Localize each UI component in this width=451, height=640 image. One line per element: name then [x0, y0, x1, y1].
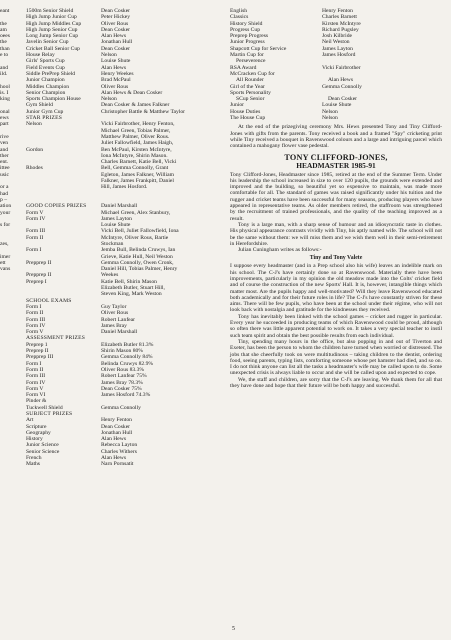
margin-fragment: ews: [0, 115, 9, 122]
subject-name: Art: [26, 417, 34, 424]
award-winner: Josh Kilbride: [322, 33, 352, 40]
event-name: Javelin Senior Cup: [26, 39, 69, 46]
event-name: High Jump Senior Cup: [26, 26, 78, 33]
award-name: Progress Cup: [230, 26, 260, 33]
award-winner: Dean Cosker: [328, 96, 358, 103]
good-copies-winners: Stockman: [101, 240, 124, 247]
event-name: 1500m Senior Shield: [26, 8, 74, 14]
margin-fragment: eant: [0, 8, 10, 14]
margin-fragment: usic: [0, 171, 10, 178]
assessment-winner: Gemma Connolly: [101, 404, 141, 411]
margin-fragment: had: [0, 190, 9, 197]
subject-prizes-heading: SUBJECT PRIZES: [26, 411, 73, 417]
margin-fragment: your: [0, 209, 11, 216]
exam-form: Form V: [26, 329, 44, 336]
event-winner: Oliver Rous: [101, 20, 129, 27]
margin-fragment: zes,: [0, 240, 9, 247]
margin-fragment: ther: [0, 152, 9, 159]
award-winner: Richard Pugsley: [322, 26, 359, 33]
award-name: House Duties: [230, 108, 261, 115]
star-prize-winners: Egleton, James Falkner, William: [101, 171, 174, 178]
event-name: Long Jump Senior Cup: [26, 33, 79, 40]
exam-winner: Guy Taylor: [101, 303, 127, 310]
good-copies-winners: Vicki Bell, Juliet Fallowfield, Iona: [101, 228, 179, 235]
assessment-form: Form III: [26, 373, 46, 380]
good-copies-form: Prepprep II: [26, 259, 52, 266]
event-winner: Dean Cosker: [101, 45, 131, 52]
margin-fragment: part: [0, 121, 9, 128]
subject-name: French: [26, 455, 42, 462]
event-winner: Alan Hews & Dean Cosker: [101, 89, 163, 96]
article-paragraph-1: Tony Clifford-Jones, Headmaster since 1985, retired at the end of the Summer Term. Under his leadership the school increased in size to over 120 pupils, the grounds were extended and improved and the building, so beautiful yet so expensive to maintain, was made more comfortable for all. The standard of games was raised significantly under his tuition and the rugger and cricket teams have been successful for many seasons, producing players who have appeared in representative teams. As older members retired, the staffroom was strengthened by the recruitment of trained professionals, and the quality of the teaching improved as a result.: [230, 171, 442, 222]
star-prize-winners: Hill, James Hosford.: [101, 184, 148, 191]
margin-fragment: and: [0, 146, 9, 153]
margin-fragment: s for: [0, 222, 11, 229]
good-copies-winners: Daniel Hill, Tobias Palmer, Henry: [101, 266, 178, 273]
star-prizes-heading: STAR PRIZES: [26, 115, 63, 122]
exam-winner: Daniel Marshall: [101, 329, 138, 336]
event-name: Siddle PrePrep Shield: [26, 70, 76, 77]
event-name: Sports Champion House: [26, 96, 81, 103]
event-name: House Relay: [26, 52, 55, 59]
article-subtitle: Tiny and Tony Valete: [309, 255, 363, 262]
event-winner: Brad McPaul: [101, 77, 131, 84]
assessment-winner: Oliver Rous 83.3%: [101, 366, 145, 373]
award-winner: Kirsten McIntyre: [322, 20, 361, 27]
assessment-form: Preprep 1: [26, 341, 48, 348]
award-winner: Neil Weston: [322, 39, 350, 46]
margin-fragment: p –: [0, 196, 7, 203]
good-copies-winners: James Layton: [101, 215, 132, 222]
article-title-years: HEADMASTER 1985-91: [296, 160, 376, 170]
event-name: Gym Shield: [26, 102, 53, 109]
assessment-winner: Elizabeth Butler 81.3%: [101, 341, 154, 348]
award-name: Classics: [230, 14, 249, 21]
star-prize-winners: Juliet Fallowfield, James Haigh,: [101, 140, 174, 147]
award-winner: Nelson: [322, 108, 338, 115]
margin-fragment: king: [0, 96, 10, 103]
margin-fragment: ittee: [0, 165, 10, 172]
event-winner: Dean Cosker: [101, 8, 131, 14]
margin-fragment: imer: [0, 253, 11, 260]
events-column: [26, 8, 96, 468]
award-winner: James Layton: [322, 45, 353, 52]
star-prize-house: Gordon: [26, 146, 44, 153]
assessment-winner: James Hosford 74.3%: [101, 392, 151, 399]
event-name: Girls' Sports Cup: [26, 58, 65, 65]
good-copies-winners: Katie Bell, Shirin Mason: [101, 278, 157, 285]
subject-name: Senior Science: [26, 448, 60, 455]
subject-winner: Henry Fenton: [101, 417, 132, 424]
award-name: SCup Senior: [236, 96, 265, 103]
award-name: Preprep Progress: [230, 33, 269, 40]
award-name: Girl of the Year: [230, 83, 265, 90]
exam-winner: Oliver Rous: [101, 310, 129, 317]
award-name: Junior: [230, 102, 244, 109]
event-winner: Peter Hickey: [101, 14, 131, 21]
event-winner: Alan Hews: [101, 33, 127, 40]
star-prize-house: Rhodes: [26, 165, 43, 172]
assessment-winner: Robert Lanfear 75%: [101, 373, 147, 380]
star-prize-winners: Ben McPaul, Kirsten McIntyre,: [101, 146, 172, 153]
subject-name: Scripture: [26, 423, 47, 430]
event-winner: Louise Shute: [101, 58, 131, 65]
article-paragraph-5: Tony has inevitably been linked with the school games – cricket and rugger in particular. Every year he succeeded in producing teams of which Ravenswood could be proud, although so often there was little apparent potential to work on. It takes a very special teacher to instil such team spirit and obtain the best possible results from each individual.: [230, 313, 442, 339]
award-winner: Henry Fenton: [322, 8, 353, 14]
event-name: Field Events Cup: [26, 64, 65, 71]
margin-fragment: the: [0, 39, 7, 46]
margin-fragment: ven: [0, 140, 9, 147]
event-winner: Alan Hews: [101, 64, 127, 71]
assessment-heading: ASSESSMENT PRIZES: [26, 335, 86, 342]
assessment-winner: Shirin Mason 80%: [101, 348, 143, 355]
margin-fragment: or a: [0, 184, 9, 191]
margin-fragment: and: [0, 64, 9, 71]
award-name: McCracken Cup for: [230, 70, 275, 77]
assessment-winner: Dean Cosker 75%: [101, 385, 142, 392]
award-name: Perseverence: [236, 58, 266, 65]
subject-winner: Narn Pornsatit: [101, 461, 134, 468]
school-exams-heading: SCHOOL EXAMS: [26, 297, 72, 304]
award-winner: Gemma Connolly: [322, 83, 362, 90]
article-paragraph-2: Tony is a large man, with a sharp sense of humour and an idiosyncratic taste in clothes. His physical appearance contrasts vividly with Tiny, his aptly named wife. The school will not be the same without them: we will miss them and we wish them well in their semi-retirement in Herefordshire.: [230, 221, 442, 247]
good-copies-winners: Gemma Connolly, Owen Cronk,: [101, 259, 174, 266]
winners-column: [101, 8, 221, 468]
assessment-form: Pinder &: [26, 398, 47, 405]
exam-winner: James Bray: [101, 322, 127, 329]
good-copies-form: Prepprep II: [26, 272, 52, 279]
margin-fragment: ild.: [0, 70, 8, 77]
event-name: High Jump Junior Cup: [26, 14, 77, 21]
subject-winner: Dean Cosker: [101, 423, 131, 430]
event-winner: Dean Cosker: [101, 26, 131, 33]
article-paragraph-3: Julian Cuningham writes as follows:-: [238, 247, 322, 254]
assessment-form: Form IV: [26, 379, 46, 386]
left-margin-fragments: [0, 8, 20, 272]
assessment-form: Form V: [26, 385, 44, 392]
assessment-winner: James Bray 78.3%: [101, 379, 143, 386]
page-number: 5: [232, 626, 235, 632]
event-winner: Dean Cosker & James Falkner: [101, 102, 170, 109]
good-copies-winners: Weekes: [101, 272, 119, 279]
award-row: [230, 115, 442, 121]
assessment-form: Prepprep III: [26, 354, 54, 361]
subject-winner: Alan Hews: [101, 455, 127, 462]
margin-fragment: ation: [0, 203, 12, 210]
star-prize-winners: Falkner, James Frankpitt, Daniel: [101, 178, 174, 185]
star-prize-winners: Michael Green, Tobias Palmer,: [101, 127, 171, 134]
exam-form: Form III: [26, 316, 46, 323]
good-copies-winners: Grieve, Katie Hull, Neil Weston: [101, 253, 173, 260]
margin-fragment: vans: [0, 266, 11, 273]
exam-form: Form II: [26, 310, 44, 317]
margin-fragment: rive: [0, 133, 9, 140]
event-name: Middles Champion: [26, 83, 70, 90]
assessment-form: Preprep II: [26, 348, 49, 355]
event-name: Cricket Ball Senior Cup: [26, 45, 80, 52]
good-copies-winners: Jemba Bull, Belinda Cruwys, Ian: [101, 247, 176, 254]
good-copies-heading: GOOD COPIES PRIZES: [26, 203, 87, 210]
star-prize-winners: Vicki Fairbrother, Henry Fenton,: [101, 121, 175, 128]
subject-winner: Alan Hews: [101, 436, 127, 443]
margin-fragment: ett: [0, 259, 6, 266]
subject-name: History: [26, 436, 43, 443]
event-winner: Christopher Battle & Matthew Taylor: [101, 108, 186, 115]
award-name: Junior Progress: [230, 39, 265, 46]
event-name: Junior Champion: [26, 77, 65, 84]
article-paragraph-4: I suppose every headmaster (and in a Prep school also his wife) leaves an indelible mark on his school. The C-J's have certainly done so at Ravenswood. Materially there have been improvements, particularly in my opinion the old meadow made into the Colts' cricket field and of course the construction of the new Sports' Hall. It is, however, intangible things which matter most. Are the pupils happy and well-motivated? Will they leave Ravenswood educated both academically and for their future roles in life? The C-J's have constantly striven for these aims. There will be few pupils, who have been at the school under their régime, who will not look back with nostalgia and gratitude for the kindnesses they received.: [230, 263, 442, 314]
event-winner: Henry Weekes: [101, 70, 134, 77]
subject-winner: Rebecca Layton: [101, 442, 138, 449]
article-paragraph-7: We, the staff and children, are sorry that the C-J's are leaving. We thank them for all that they have done and hope that their future will be both happy and successful.: [230, 376, 442, 390]
good-copies-winners: Daniel Marshall: [101, 203, 138, 210]
good-copies-winners: Steven King, Mark Weston: [101, 291, 162, 298]
assessment-form: Form VI: [26, 392, 46, 399]
margin-fragment: ent.: [0, 159, 9, 166]
awards-list: [230, 8, 442, 121]
award-name: History Shield: [230, 20, 263, 27]
event-winner: Nelson: [101, 96, 117, 103]
award-winner: James Hosford: [322, 52, 356, 59]
subject-name: Junior Science: [26, 442, 59, 449]
star-prize-winners: Matthew Palmer, Oliver Rous.: [101, 133, 170, 140]
award-name: Sports Personality: [230, 89, 271, 96]
good-copies-winners: Louise Shute: [101, 222, 131, 229]
exam-form: Form IV: [26, 322, 46, 329]
assessment-winner: Belinda Cruwys 82.9%: [101, 360, 154, 367]
good-copies-form: Form II: [26, 234, 44, 241]
assessment-form: Tuckwell Shield: [26, 404, 63, 411]
event-winner: Oliver Rous: [101, 83, 129, 90]
star-prize-winners: Iona McIntyre, Shirin Mason.: [101, 152, 168, 159]
award-winner: Louise Shute: [322, 102, 352, 109]
assessment-form: Form I: [26, 360, 42, 367]
event-name: Junior Gym Cup: [26, 108, 64, 115]
award-name: Shapcott Cup for Service: [230, 45, 287, 52]
subject-winner: Jonathan Hull: [101, 429, 133, 436]
star-prize-winners: Charles Barnett, Katie Bell, Vicki: [101, 159, 177, 166]
article-paragraph-6: Tiny, spending many hours in the office, but also popping in and out of Tiverton and Exeter, has been the person to whom the children have turned when worried or distressed. The jobs that she cheerfully took on were multitudinous – taking children to the dentist, ordering food, seeing parents, typing lists, comforting someone whose pet hamster had died, and so on. I do not think anyone can list all the tasks a headmaster's wife may be called upon to do. Some unexpected crisis is always liable to occur and she will be called upon and expected to cope.: [230, 338, 442, 377]
exam-winner: Robert Lanfear: [101, 316, 136, 323]
good-copies-winners: McIntyre, Oliver Rous, Bartie: [101, 234, 169, 241]
good-copies-winners: Michael Green, Alex Stanbury,: [101, 209, 171, 216]
award-winner: Vicki Fairbrother: [322, 64, 361, 71]
event-winner: Jonathan Hull: [101, 39, 133, 46]
award-winner: Charles Barnett: [322, 14, 357, 21]
margin-fragment: than: [0, 45, 10, 52]
exam-form: Form I: [26, 303, 42, 310]
intro-paragraph: At the end of the prizegiving ceremony Mrs. Hews presented Tony and Tiny Clifford-Jones with gifts from the parents. Tony received a book and a framed "Spy" cricketing print while Tiny received a bouquet in Ravenswood colours and a large and intriguing parcel which contained a mahogany flower vase pedestal.: [230, 124, 442, 150]
margin-fragment: e to: [0, 52, 9, 59]
assessment-form: Form II: [26, 366, 44, 373]
award-winner: Alan Hews: [328, 77, 354, 84]
good-copies-form: Form V: [26, 209, 44, 216]
subject-name: Maths: [26, 461, 40, 468]
star-prize-winners: Bell, Gemma Connolly, Grant: [101, 165, 169, 172]
subject-name: Geography: [26, 429, 51, 436]
event-name: Senior Champion: [26, 89, 66, 96]
award-name: English: [230, 8, 248, 14]
margin-fragment: am: [0, 26, 7, 33]
right-column: [230, 8, 442, 389]
good-copies-form: Preprep I: [26, 278, 47, 285]
good-copies-form: Form I: [26, 247, 42, 254]
star-prize-house: Nelson: [26, 121, 42, 128]
award-name: All Rounder: [236, 77, 264, 84]
margin-fragment: the: [0, 20, 7, 27]
article-title: TONY CLIFFORD-JONES,: [284, 152, 388, 162]
assessment-winner: Gemma Connolly 84%: [101, 354, 153, 361]
good-copies-form: Form IV: [26, 215, 46, 222]
subject-winner: Charles Withers: [101, 448, 137, 455]
award-name: RSA Award: [230, 64, 257, 71]
award-name: Martin Cup for: [230, 52, 264, 59]
margin-fragment: hool: [0, 83, 10, 90]
margin-fragment: is. I: [0, 89, 9, 96]
award-winner: Nelson: [322, 115, 338, 122]
good-copies-form: Form III: [26, 228, 46, 235]
margin-fragment: oees: [0, 33, 10, 40]
good-copies-winners: Elizabeth Butler, Stuart Hill,: [101, 285, 165, 292]
event-winner: Nelson: [101, 52, 117, 59]
margin-fragment: onal: [0, 108, 10, 115]
event-name: High Jump Middles Cup: [26, 20, 82, 27]
award-name: The House Cup: [230, 115, 266, 122]
